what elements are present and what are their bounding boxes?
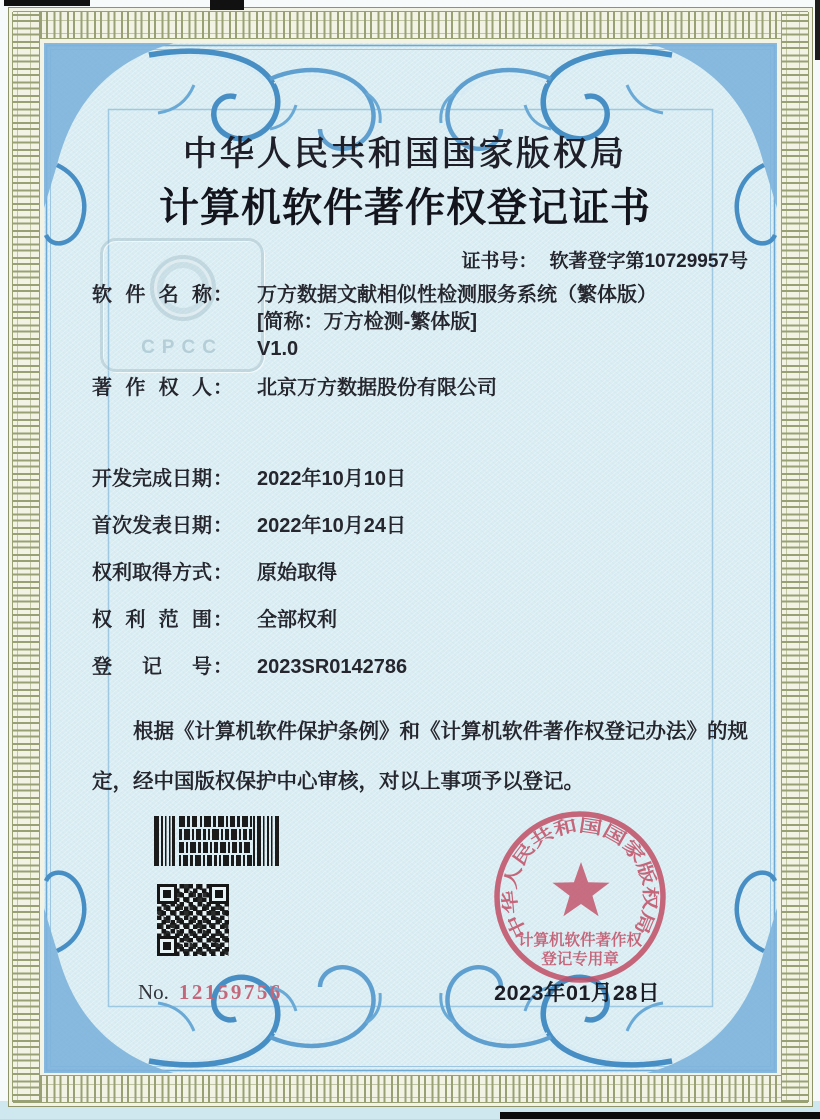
greek-key-top [13, 11, 808, 39]
issuing-authority-title: 中华人民共和国国家版权局 [183, 136, 627, 173]
field-copyright-owner: 著作权人 ： 北京万方数据股份有限公司 [92, 377, 497, 399]
seal-ring-text: 中华人民共和国国家版权局 [499, 815, 661, 942]
qr-code [157, 884, 229, 956]
certificate-number-line [461, 246, 748, 273]
qr-finder-icon [157, 936, 177, 956]
watermark-text: CPCC [141, 337, 223, 358]
serial-label: No. [138, 980, 169, 1004]
certificate-number-label: 证书号： [461, 251, 538, 272]
field-rights-scope: 权利范围 ： 全部权利 [92, 609, 337, 631]
certificate-number-value: 软著登字第10729957号 [549, 251, 748, 272]
field-software-name-value: 万方数据文献相似性检测服务系统（繁体版） [简称：万方检测-繁体版] V1.0 [257, 284, 657, 360]
field-software-name: 软件名称 ： 万方数据文献相似性检测服务系统（繁体版） [简称：万方检测-繁体版] V1.0 [92, 282, 752, 363]
seal-line1: 计算机软件著作权 [517, 932, 643, 949]
scan-artifact [4, 0, 90, 6]
barcode [154, 816, 282, 866]
issue-date: 2023年01月28日 [494, 981, 660, 1005]
registration-fields [92, 282, 752, 807]
field-first-publish-date: 首次发表日期 ： 2022年10月24日 [92, 515, 406, 537]
certificate-title: 计算机软件著作权登记证书 [159, 185, 651, 230]
scan-artifact [815, 0, 820, 60]
serial-number: 12159756 [178, 980, 283, 1004]
qr-finder-icon [157, 884, 177, 904]
qr-finder-icon [209, 884, 229, 904]
star-icon [553, 862, 610, 916]
scan-artifact [210, 0, 244, 10]
scan-artifact [500, 1112, 820, 1119]
field-rights-acquisition: 权利取得方式 ： 原始取得 [92, 562, 337, 584]
serial-number-line [138, 980, 283, 1005]
registration-statement: 根据《计算机软件保护条例》和《计算机软件著作权登记办法》的规定，经中国版权保护中心审核，对以上事项予以登记。 [92, 720, 748, 793]
field-registration-number: 登记号 ： 2023SR0142786 [92, 656, 408, 678]
seal-line2: 登记专用章 [541, 951, 619, 968]
field-dev-complete-date: 开发完成日期 ： 2022年10月10日 [92, 468, 406, 490]
greek-key-bottom [13, 1075, 808, 1103]
